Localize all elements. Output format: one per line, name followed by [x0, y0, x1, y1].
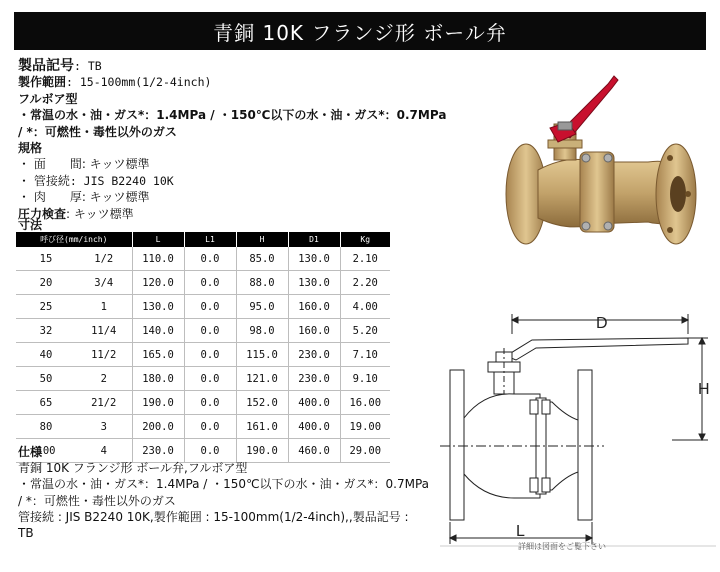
product-code-row: [18, 58, 446, 74]
table-cell: 0.0: [184, 319, 236, 343]
table-cell: 9.10: [340, 367, 390, 391]
table-row: [16, 295, 390, 319]
table-cell: 160.0: [288, 319, 340, 343]
standard-label: ・ 面 間: [18, 157, 82, 172]
dimension-label-l: L: [516, 523, 525, 540]
table-row: [16, 247, 390, 271]
standard-value: : キッツ標準: [81, 190, 150, 205]
table-cell: 11/4: [76, 319, 132, 343]
spec-heading: 仕様: [18, 445, 43, 459]
table-cell: 19.00: [340, 415, 390, 439]
header-l1: L1: [184, 232, 236, 247]
table-cell: 7.10: [340, 343, 390, 367]
table-cell: 0.0: [184, 367, 236, 391]
table-cell: 165.0: [132, 343, 184, 367]
table-cell: 3/4: [76, 271, 132, 295]
table-cell: 0.0: [184, 295, 236, 319]
table-cell: 121.0: [236, 367, 288, 391]
table-cell: 160.0: [288, 295, 340, 319]
drawing-note: 詳細は図面をご覧下さい: [518, 542, 606, 551]
table-cell: 21/2: [76, 391, 132, 415]
table-header-row: [16, 232, 390, 247]
header-kg: Kg: [340, 232, 390, 247]
spec-line: TB: [18, 526, 34, 541]
table-cell: 400.0: [288, 415, 340, 439]
conditions-line-2: / *：可燃性・毒性以外のガス: [18, 124, 177, 139]
dimension-drawing: [436, 308, 720, 560]
dimension-label-d: D: [596, 315, 608, 332]
standard-label: ・ 肉 厚: [18, 190, 82, 205]
table-row: [16, 367, 390, 391]
standards-heading: 規格: [18, 141, 43, 156]
table-cell: 230.0: [288, 343, 340, 367]
table-cell: 1: [76, 295, 132, 319]
table-cell: 200.0: [132, 415, 184, 439]
table-cell: 16.00: [340, 391, 390, 415]
pressure-test-value: : キッツ標準: [66, 206, 134, 221]
spec-line: / *：可燃性・毒性以外のガス: [18, 493, 176, 508]
table-cell: 98.0: [236, 319, 288, 343]
spec-line: 管接続 : JIS B2240 10K,製作範囲 : 15-100mm(1/2-4inch),,製品記号 :: [18, 509, 409, 524]
table-row: [16, 271, 390, 295]
standard-label: ・ 管接続: [18, 173, 70, 188]
table-cell: 80: [16, 415, 76, 439]
table-cell: 0.0: [184, 439, 236, 463]
table-cell: 100: [16, 439, 76, 463]
table-cell: 1/2: [76, 247, 132, 271]
table-cell: 3: [76, 415, 132, 439]
table-cell: 110.0: [132, 247, 184, 271]
pressure-test-row: [18, 206, 446, 222]
valve-photo: [498, 62, 708, 262]
table-cell: 2.10: [340, 247, 390, 271]
table-cell: 29.00: [340, 439, 390, 463]
standard-value: : JIS B2240 10K: [69, 173, 174, 188]
header-nominal-size: 呼び径(mm/inch): [16, 232, 132, 247]
standard-item: [18, 173, 446, 189]
table-row: [16, 343, 390, 367]
spec-line: ・常温の水・油・ガス*：1.4MPa / ・150℃以下の水・油・ガス*：0.7MPa: [18, 477, 430, 492]
range-value: : 15-100mm(1/2-4inch): [66, 75, 212, 90]
table-cell: 0.0: [184, 391, 236, 415]
table-cell: 85.0: [236, 247, 288, 271]
table-cell: 50: [16, 367, 76, 391]
header-d1: D1: [288, 232, 340, 247]
table-cell: 5.20: [340, 319, 390, 343]
table-cell: 130.0: [288, 247, 340, 271]
bore-type: フルボア型: [18, 91, 78, 106]
table-cell: 230.0: [288, 367, 340, 391]
table-cell: 20: [16, 271, 76, 295]
table-cell: 0.0: [184, 415, 236, 439]
specification-section: [18, 444, 429, 541]
table-cell: 32: [16, 319, 76, 343]
table-body: [16, 247, 390, 463]
table-cell: 88.0: [236, 271, 288, 295]
dimension-table: [16, 232, 390, 463]
standard-item: [18, 189, 446, 205]
table-cell: 120.0: [132, 271, 184, 295]
table-cell: 180.0: [132, 367, 184, 391]
header-l: L: [132, 232, 184, 247]
table-cell: 0.0: [184, 247, 236, 271]
table-cell: 95.0: [236, 295, 288, 319]
table-cell: 25: [16, 295, 76, 319]
table-cell: 4.00: [340, 295, 390, 319]
table-cell: 4: [76, 439, 132, 463]
table-cell: 0.0: [184, 271, 236, 295]
table-cell: 230.0: [132, 439, 184, 463]
dimensions-heading: 寸法: [18, 218, 43, 232]
table-cell: 115.0: [236, 343, 288, 367]
table-cell: 65: [16, 391, 76, 415]
table-cell: 11/2: [76, 343, 132, 367]
table-cell: 190.0: [236, 439, 288, 463]
header-h: H: [236, 232, 288, 247]
table-cell: 140.0: [132, 319, 184, 343]
table-cell: 0.0: [184, 343, 236, 367]
table-cell: 460.0: [288, 439, 340, 463]
table-row: [16, 415, 390, 439]
spec-line: 青銅 10K フランジ形 ボール弁,フルボア型: [18, 461, 248, 476]
product-code-value: : TB: [74, 59, 102, 73]
table-cell: 130.0: [132, 295, 184, 319]
standard-item: [18, 156, 446, 172]
conditions-line-1: ・常温の水・油・ガス*：1.4MPa / ・150℃以下の水・油・ガス*：0.7MPa: [18, 108, 447, 123]
dimension-label-h: H: [698, 381, 710, 398]
range-row: [18, 74, 446, 90]
range-label: 製作範囲: [18, 75, 67, 90]
page-title: 青銅 10K フランジ形 ボール弁: [14, 12, 706, 50]
table-cell: 130.0: [288, 271, 340, 295]
table-cell: 190.0: [132, 391, 184, 415]
product-code-label: 製品記号: [18, 58, 74, 74]
product-info: [18, 58, 446, 222]
pressure-test-label: 圧力検査: [18, 206, 67, 221]
table-cell: 2: [76, 367, 132, 391]
table-cell: 161.0: [236, 415, 288, 439]
table-row: [16, 319, 390, 343]
table-cell: 152.0: [236, 391, 288, 415]
table-cell: 15: [16, 247, 76, 271]
table-cell: 40: [16, 343, 76, 367]
table-cell: 400.0: [288, 391, 340, 415]
standard-value: : キッツ標準: [81, 157, 150, 172]
table-cell: 2.20: [340, 271, 390, 295]
table-row: [16, 391, 390, 415]
